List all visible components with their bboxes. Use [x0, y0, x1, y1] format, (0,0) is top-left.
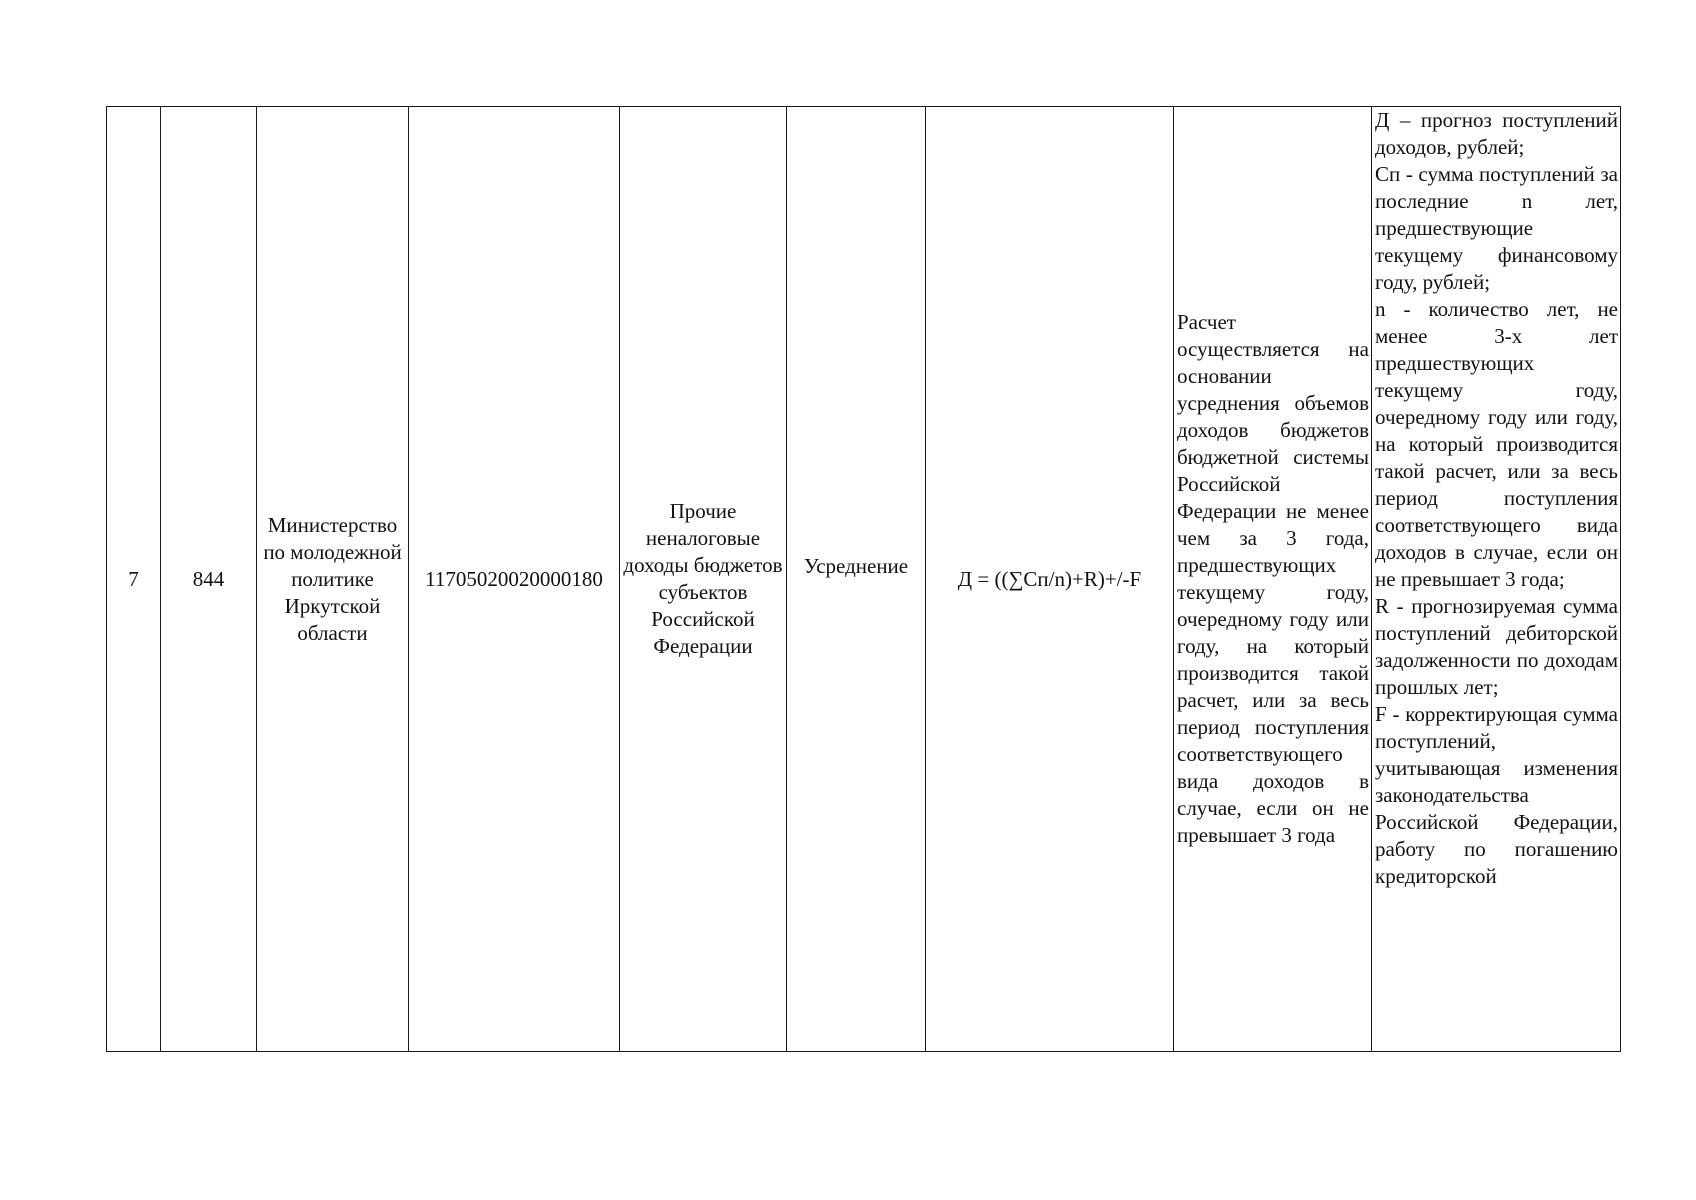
admin-code-cell — [161, 107, 257, 1052]
table-row — [107, 107, 1621, 1052]
legend-item-n: n - количество лет, не менее 3-х лет предшествующих текущему году, очередному году или году, на который производится такой расчет, или за весь период поступления соответствующего вида доходов в случае, если он не превышает 3 года; — [1375, 297, 1618, 591]
income-forecast-table — [106, 106, 1621, 1052]
legend-item-d: Д – прогноз поступлений доходов, рублей; — [1375, 108, 1618, 159]
legend-item-sp: Сп - сумма поступлений за последние n лет, предшествующие текущему финансовому году, рублей; — [1375, 162, 1618, 294]
description-cell — [1174, 107, 1372, 1052]
calculation-description: Расчет осуществляется на основании усреднения объемов доходов бюджетов бюджетной системы Российской Федерации не менее чем за 3 года, предшествующих текущему году, очередному году или году, на который производится такой расчет, или за весь период поступления соответствующего вида доходов в случае, если он не превышает 3 года — [1177, 310, 1369, 847]
calculation-method: Усреднение — [803, 553, 909, 578]
income-name-cell — [620, 107, 787, 1052]
method-cell — [787, 107, 926, 1052]
legend-item-r: R - прогнозируемая сумма поступлений дебиторской задолженности по доходам прошлых лет; — [1375, 594, 1618, 699]
formula-cell — [926, 107, 1174, 1052]
legend-cell — [1372, 107, 1621, 1052]
legend-item-f: F - корректирующая сумма поступлений, учитывающая изменения законодательства Российской Федерации, работу по погашению кредиторской — [1375, 702, 1618, 888]
administrator-cell — [257, 107, 409, 1052]
administrator-name: Министерство по молодежной политике Иркутской области — [263, 512, 402, 645]
admin-code: 844 — [192, 566, 225, 591]
kbk-cell — [409, 107, 620, 1052]
row-number-cell — [107, 107, 161, 1052]
row-number: 7 — [128, 566, 139, 591]
calculation-formula: Д = ((∑Сп/n)+R)+/-F — [957, 566, 1142, 591]
income-name: Прочие неналоговые доходы бюджетов субъектов Российской Федерации — [623, 499, 783, 658]
kbk-code: 11705020020000180 — [425, 566, 603, 591]
